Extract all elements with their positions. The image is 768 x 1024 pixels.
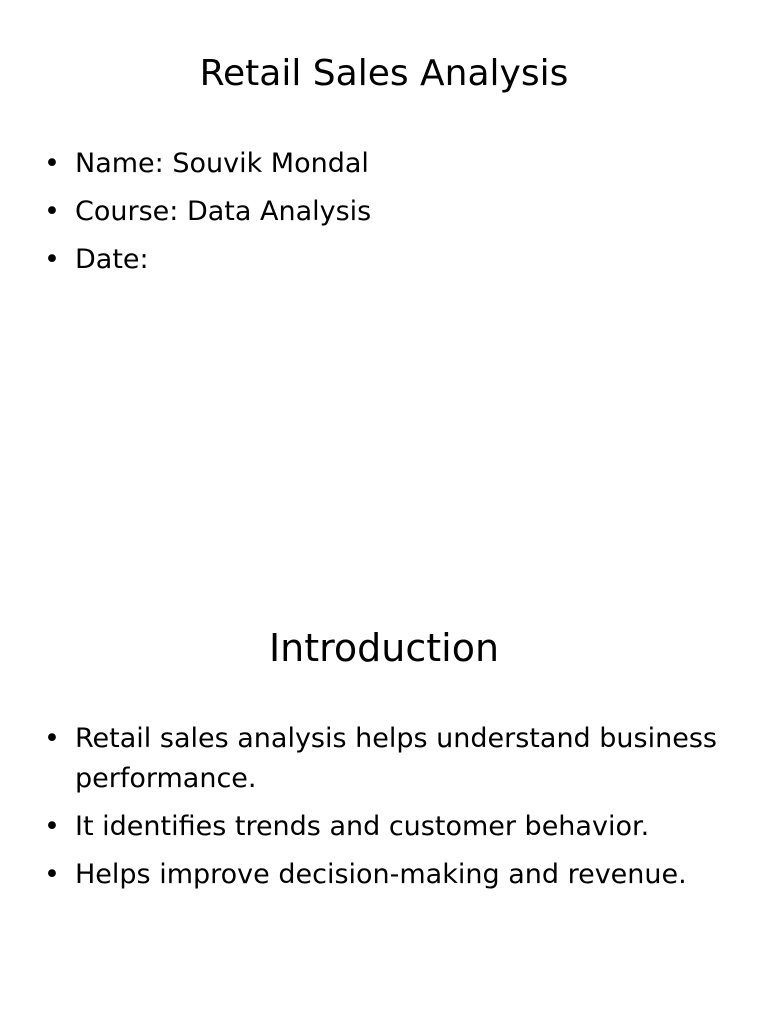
slide-title: Introduction [268,626,500,670]
slide-introduction [0,512,768,1024]
bullet-text: Retail sales analysis helps understand business performance. [75,723,717,794]
bullet-text: Name: Souvik Mondal [75,148,369,179]
bullet-dot-icon: • [44,196,60,227]
bullet-dot-icon: • [44,244,60,275]
bullet-dot-icon: • [44,723,60,754]
bullet-item-course [44,192,734,232]
bullet-dot-icon: • [44,811,60,842]
bullet-list [44,719,734,903]
bullet-item [44,719,734,799]
bullet-item [44,807,734,847]
bullet-item-name [44,144,734,184]
bullet-text: Helps improve decision-making and revenue. [75,859,687,890]
bullet-item-date [44,240,734,280]
bullet-text: It identifies trends and customer behavior. [75,811,650,842]
bullet-text: Date: [75,244,149,275]
bullet-text: Course: Data Analysis [75,196,372,227]
bullet-dot-icon: • [44,859,60,890]
slide-title: Retail Sales Analysis [199,53,569,94]
bullet-dot-icon: • [44,148,60,179]
bullet-item [44,855,734,895]
bullet-list [44,144,734,288]
